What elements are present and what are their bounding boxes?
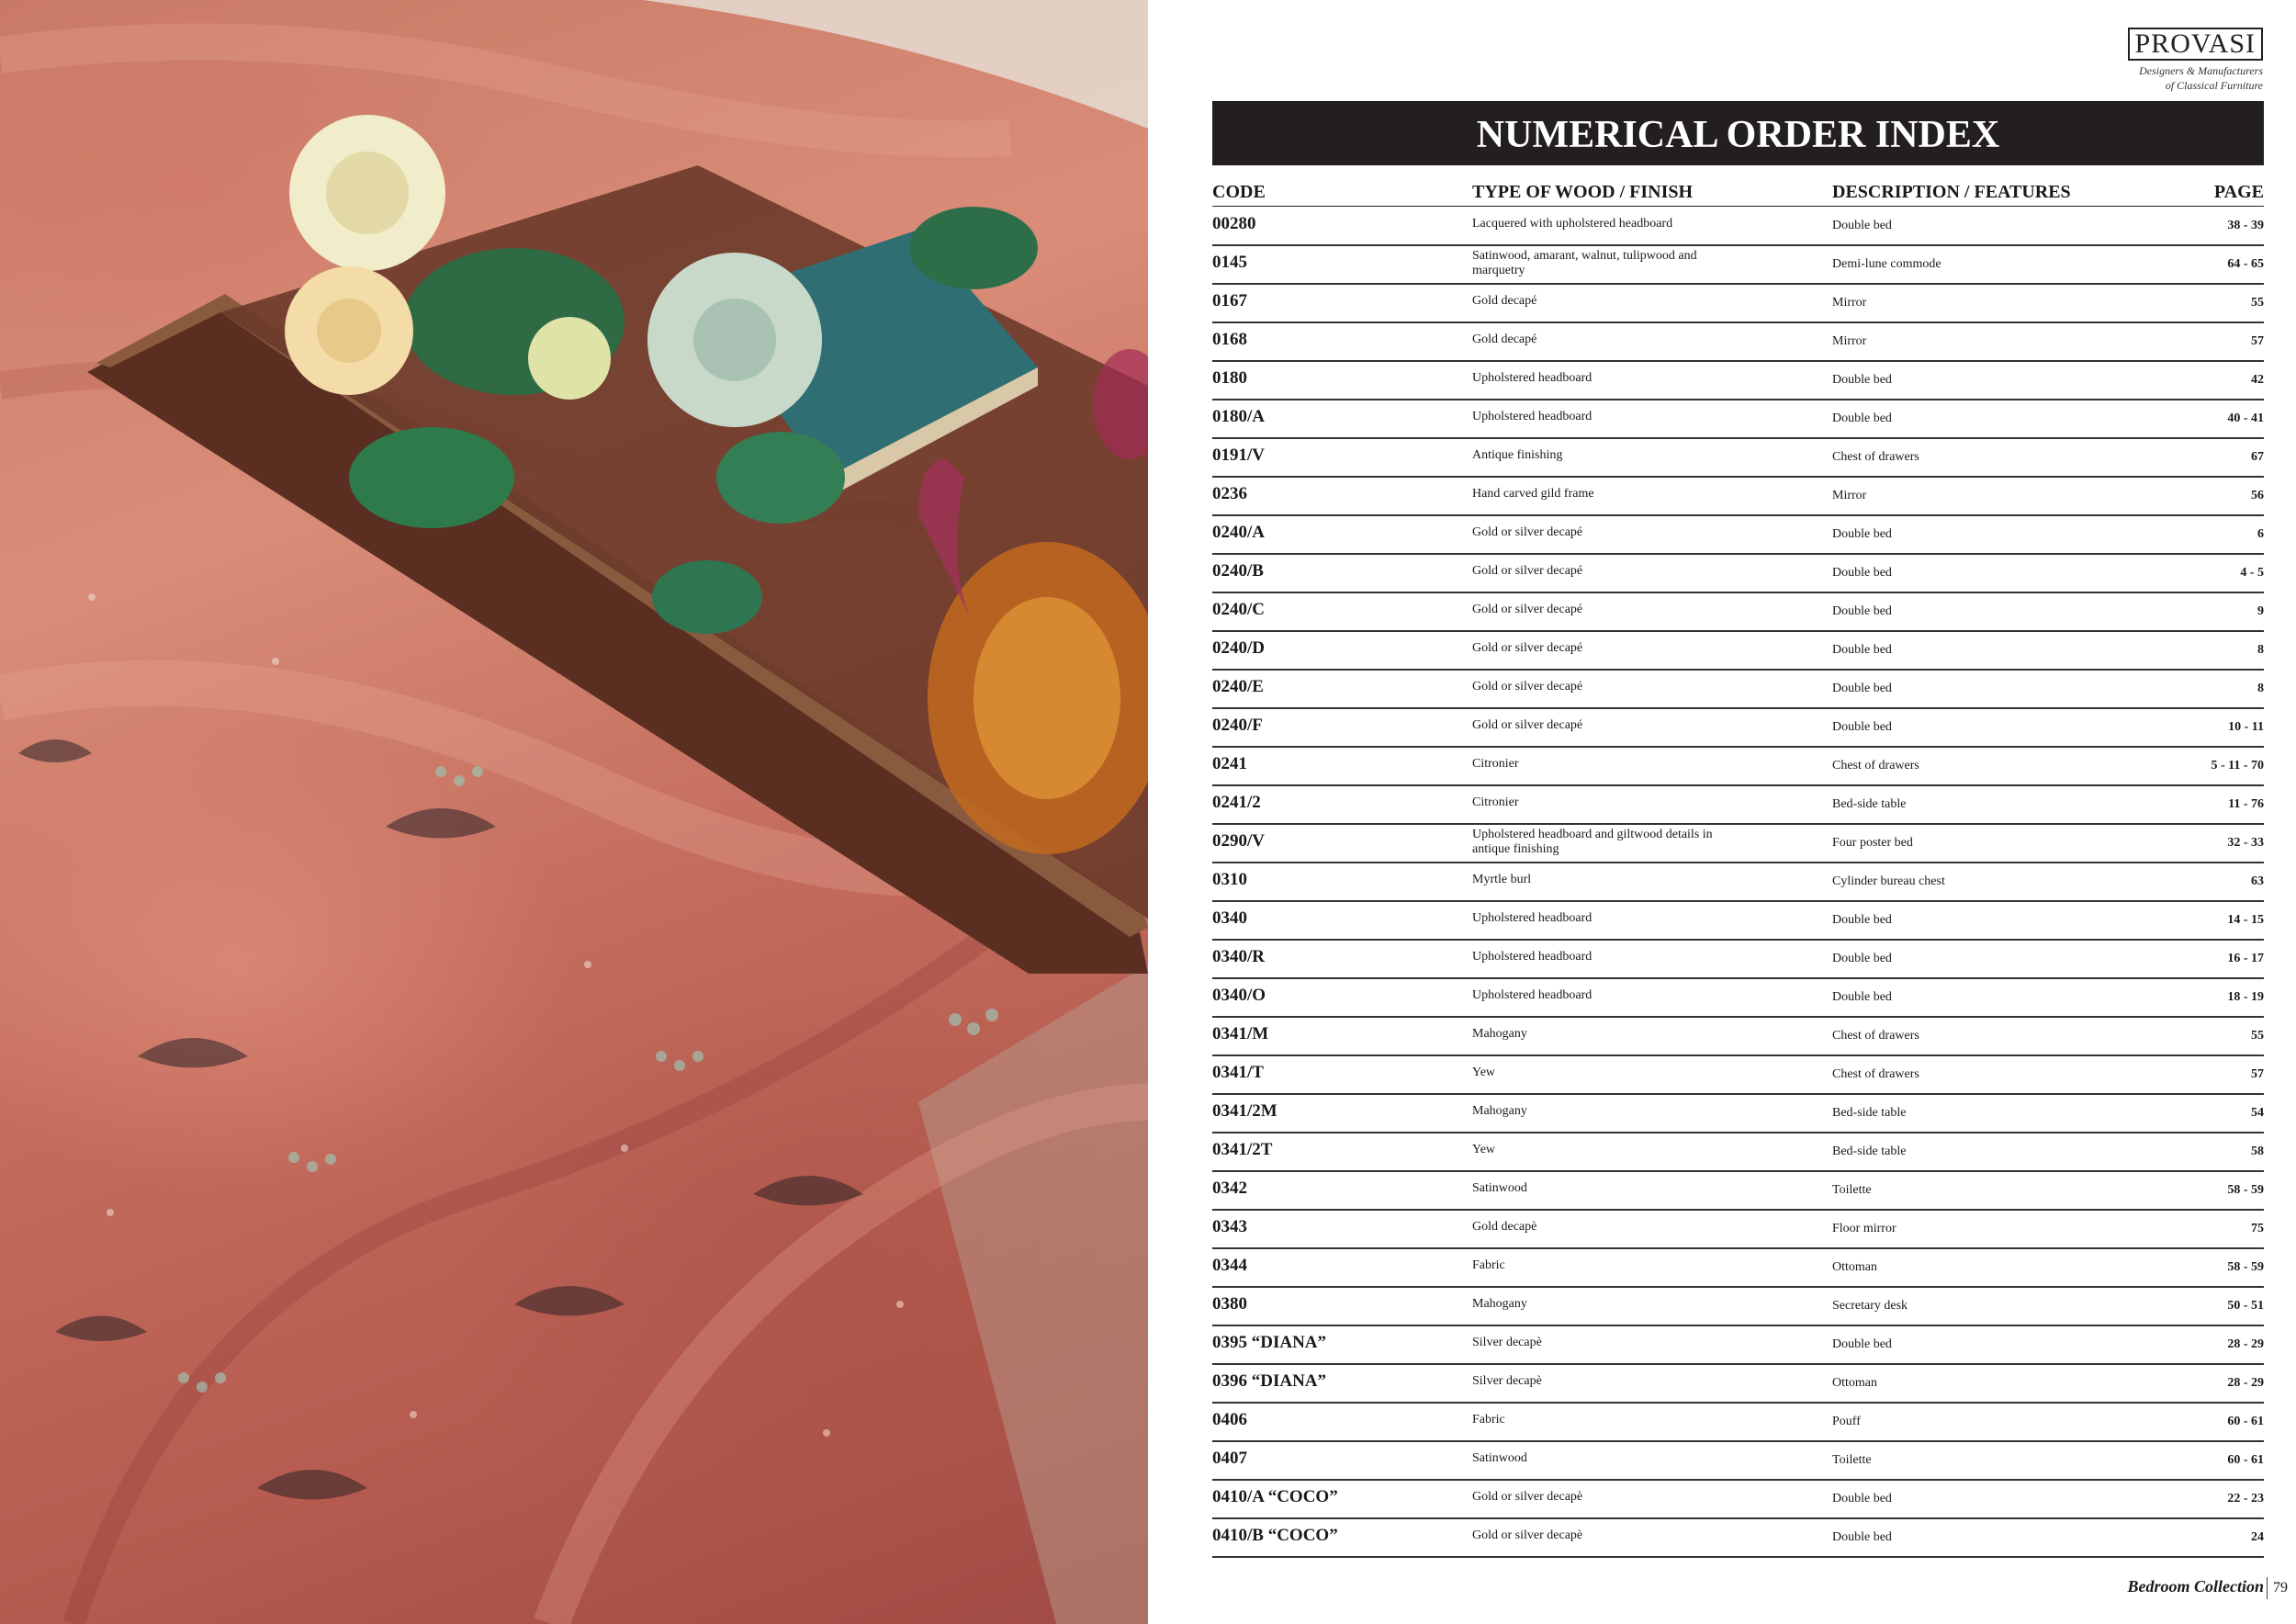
- table-row: [1212, 1404, 2264, 1442]
- item-description: Mirror: [1832, 296, 1867, 310]
- item-code: 0340: [1212, 908, 1247, 928]
- item-code: 0240/C: [1212, 600, 1265, 619]
- wood-finish: Lacquered with upholstered headboard: [1472, 217, 1673, 231]
- table-row: [1212, 1211, 2264, 1249]
- page-title: NUMERICAL ORDER INDEX: [1212, 101, 2264, 165]
- wood-finish: Antique finishing: [1472, 448, 1563, 462]
- item-code: 0167: [1212, 291, 1247, 310]
- page-reference: 22 - 23: [2227, 1492, 2264, 1506]
- page-reference: 56: [2251, 489, 2264, 502]
- page-reference: 6: [2257, 527, 2264, 541]
- page-reference: 54: [2251, 1106, 2264, 1120]
- table-row: [1212, 208, 2264, 246]
- wood-finish: Gold or silver decapé: [1472, 718, 1583, 732]
- wood-finish: Upholstered headboard: [1472, 410, 1593, 423]
- wood-finish: Satinwood, amarant, walnut, tulipwood and marquetry: [1472, 249, 1697, 277]
- wood-finish: Gold or silver decapé: [1472, 525, 1583, 539]
- item-code: 0145: [1212, 253, 1247, 272]
- page-reference: 8: [2257, 643, 2264, 657]
- table-row: [1212, 323, 2264, 362]
- item-code: 0407: [1212, 1449, 1247, 1468]
- wood-finish: Gold or silver decapé: [1472, 564, 1583, 578]
- page-reference: 16 - 17: [2227, 952, 2264, 965]
- wood-finish: Yew: [1472, 1066, 1496, 1079]
- wood-finish: Hand carved gild frame: [1472, 487, 1594, 501]
- item-code: 0191/V: [1212, 445, 1265, 465]
- table-row: [1212, 1326, 2264, 1365]
- table-row: [1212, 709, 2264, 748]
- page-reference: 67: [2251, 450, 2264, 464]
- wood-finish: Gold or silver decapè: [1472, 1490, 1583, 1504]
- item-description: Chest of drawers: [1832, 1029, 1919, 1043]
- page-number: 79: [2267, 1577, 2288, 1599]
- page-reference: 42: [2251, 373, 2264, 387]
- logo-tagline-2: of Classical Furniture: [2165, 79, 2263, 92]
- item-code: 0341/2T: [1212, 1140, 1273, 1159]
- table-row: [1212, 671, 2264, 709]
- index-table: [1212, 208, 2264, 1558]
- wood-finish: Mahogany: [1472, 1104, 1527, 1118]
- item-description: Ottoman: [1832, 1260, 1877, 1274]
- wood-finish: Yew: [1472, 1143, 1496, 1156]
- table-row: [1212, 593, 2264, 632]
- page-reference: 9: [2257, 604, 2264, 618]
- item-code: 00280: [1212, 214, 1256, 233]
- page-reference: 58: [2251, 1145, 2264, 1158]
- logo-tagline-1: Designers & Manufacturers: [2139, 64, 2263, 77]
- header-page: PAGE: [2213, 182, 2264, 202]
- page-reference: 57: [2251, 1067, 2264, 1081]
- wood-finish: Upholstered headboard: [1472, 911, 1593, 925]
- wood-finish: Gold or silver decapè: [1472, 1528, 1583, 1542]
- wood-finish: Silver decapè: [1472, 1336, 1542, 1349]
- item-description: Four poster bed: [1832, 836, 1913, 850]
- item-code: 0240/D: [1212, 638, 1265, 658]
- provasi-logo: [2112, 28, 2263, 93]
- item-description: Toilette: [1832, 1183, 1872, 1197]
- item-description: Pouff: [1832, 1415, 1861, 1428]
- item-description: Chest of drawers: [1832, 450, 1919, 464]
- wood-finish: Citronier: [1472, 795, 1519, 809]
- page-reference: 55: [2251, 296, 2264, 310]
- wood-finish: Upholstered headboard: [1472, 988, 1593, 1002]
- wood-finish: Mahogany: [1472, 1027, 1527, 1041]
- table-row: [1212, 748, 2264, 786]
- item-code: 0410/B “COCO”: [1212, 1526, 1338, 1545]
- table-row: [1212, 1133, 2264, 1172]
- table-row: [1212, 1288, 2264, 1326]
- table-row: [1212, 632, 2264, 671]
- table-row: [1212, 1481, 2264, 1519]
- item-code: 0236: [1212, 484, 1247, 503]
- item-description: Double bed: [1832, 527, 1892, 541]
- table-row: [1212, 786, 2264, 825]
- item-code: 0343: [1212, 1217, 1247, 1236]
- item-code: 0290/V: [1212, 831, 1265, 851]
- item-code: 0241: [1212, 754, 1247, 773]
- page-reference: 75: [2251, 1222, 2264, 1235]
- item-code: 0168: [1212, 330, 1247, 349]
- page-reference: 18 - 19: [2227, 990, 2264, 1004]
- item-code: 0380: [1212, 1294, 1247, 1314]
- item-description: Mirror: [1832, 334, 1867, 348]
- item-code: 0340/R: [1212, 947, 1265, 966]
- item-description: Double bed: [1832, 913, 1892, 927]
- page-reference: 58 - 59: [2227, 1183, 2264, 1197]
- wood-finish: Fabric: [1472, 1258, 1505, 1272]
- table-row: [1212, 1519, 2264, 1558]
- header-wood: TYPE OF WOOD / FINISH: [1472, 182, 1694, 202]
- wood-finish: Gold or silver decapé: [1472, 603, 1583, 616]
- item-description: Double bed: [1832, 682, 1892, 695]
- item-description: Double bed: [1832, 373, 1892, 387]
- wood-finish: Gold decapè: [1472, 1220, 1537, 1234]
- table-row: [1212, 555, 2264, 593]
- item-description: Double bed: [1832, 604, 1892, 618]
- item-code: 0240/E: [1212, 677, 1264, 696]
- item-code: 0341/2M: [1212, 1101, 1277, 1121]
- table-row: [1212, 439, 2264, 478]
- item-description: Double bed: [1832, 990, 1892, 1004]
- wood-finish: Gold or silver decapé: [1472, 680, 1583, 694]
- page-reference: 10 - 11: [2228, 720, 2264, 734]
- table-row: [1212, 825, 2264, 863]
- item-description: Double bed: [1832, 643, 1892, 657]
- table-row: [1212, 941, 2264, 979]
- table-row: [1212, 516, 2264, 555]
- table-row: [1212, 400, 2264, 439]
- item-description: Double bed: [1832, 720, 1892, 734]
- item-description: Toilette: [1832, 1453, 1872, 1467]
- wood-finish: Satinwood: [1472, 1451, 1527, 1465]
- table-row: [1212, 362, 2264, 400]
- table-row: [1212, 979, 2264, 1018]
- item-code: 0180: [1212, 368, 1247, 388]
- item-description: Secretary desk: [1832, 1299, 1908, 1313]
- page-reference: 24: [2251, 1530, 2264, 1544]
- collection-name: Bedroom Collection: [2127, 1577, 2264, 1596]
- item-code: 0396 “DIANA”: [1212, 1371, 1327, 1391]
- page-reference: 58 - 59: [2227, 1260, 2264, 1274]
- page-reference: 14 - 15: [2227, 913, 2264, 927]
- item-description: Bed-side table: [1832, 1145, 1907, 1158]
- header-code: CODE: [1212, 182, 1266, 202]
- page-reference: 50 - 51: [2227, 1299, 2264, 1313]
- item-description: Chest of drawers: [1832, 759, 1919, 773]
- page-reference: 60 - 61: [2227, 1453, 2264, 1467]
- page-reference: 28 - 29: [2227, 1376, 2264, 1390]
- item-code: 0410/A “COCO”: [1212, 1487, 1338, 1506]
- page-reference: 38 - 39: [2227, 219, 2264, 232]
- table-row: [1212, 1249, 2264, 1288]
- item-code: 0241/2: [1212, 793, 1261, 812]
- table-row: [1212, 478, 2264, 516]
- item-description: Double bed: [1832, 1337, 1892, 1351]
- item-code: 0342: [1212, 1179, 1247, 1198]
- wood-finish: Gold or silver decapé: [1472, 641, 1583, 655]
- item-description: Double bed: [1832, 219, 1892, 232]
- page-reference: 4 - 5: [2240, 566, 2264, 580]
- item-code: 0340/O: [1212, 986, 1266, 1005]
- page-reference: 40 - 41: [2227, 412, 2264, 425]
- wood-finish: Upholstered headboard and giltwood details in antique finishing: [1472, 828, 1713, 856]
- item-code: 0406: [1212, 1410, 1247, 1429]
- table-row: [1212, 1018, 2264, 1056]
- wood-finish: Upholstered headboard: [1472, 371, 1593, 385]
- item-description: Bed-side table: [1832, 797, 1907, 811]
- wood-finish: Satinwood: [1472, 1181, 1527, 1195]
- table-row: [1212, 902, 2264, 941]
- item-code: 0180/A: [1212, 407, 1265, 426]
- page-reference: 60 - 61: [2227, 1415, 2264, 1428]
- wood-finish: Silver decapè: [1472, 1374, 1542, 1388]
- page-reference: 8: [2257, 682, 2264, 695]
- table-row: [1212, 1442, 2264, 1481]
- item-code: 0240/A: [1212, 523, 1265, 542]
- item-code: 0395 “DIANA”: [1212, 1333, 1327, 1352]
- logo-wordmark: PROVASI: [2128, 28, 2264, 61]
- item-description: Double bed: [1832, 952, 1892, 965]
- item-code: 0310: [1212, 870, 1247, 889]
- page-reference: 64 - 65: [2227, 257, 2264, 271]
- wood-finish: Gold decapé: [1472, 294, 1537, 308]
- item-description: Double bed: [1832, 1530, 1892, 1544]
- table-row: [1212, 1056, 2264, 1095]
- item-code: 0240/B: [1212, 561, 1264, 581]
- page-reference: 28 - 29: [2227, 1337, 2264, 1351]
- item-code: 0344: [1212, 1256, 1247, 1275]
- page-reference: 5 - 11 - 70: [2211, 759, 2264, 773]
- item-description: Bed-side table: [1832, 1106, 1907, 1120]
- item-description: Ottoman: [1832, 1376, 1877, 1390]
- table-row: [1212, 1172, 2264, 1211]
- wood-finish: Citronier: [1472, 757, 1519, 771]
- wood-finish: Fabric: [1472, 1413, 1505, 1427]
- header-description: DESCRIPTION / FEATURES: [1832, 182, 2071, 202]
- table-header: [1212, 180, 2264, 207]
- table-row: [1212, 246, 2264, 285]
- page-reference: 32 - 33: [2227, 836, 2264, 850]
- item-description: Chest of drawers: [1832, 1067, 1919, 1081]
- item-code: 0240/F: [1212, 716, 1263, 735]
- item-code: 0341/M: [1212, 1024, 1269, 1043]
- table-row: [1212, 863, 2264, 902]
- page-reference: 63: [2251, 874, 2264, 888]
- item-description: Mirror: [1832, 489, 1867, 502]
- wood-finish: Mahogany: [1472, 1297, 1527, 1311]
- page-reference: 55: [2251, 1029, 2264, 1043]
- item-description: Cylinder bureau chest: [1832, 874, 1945, 888]
- item-code: 0341/T: [1212, 1063, 1264, 1082]
- item-description: Double bed: [1832, 566, 1892, 580]
- wood-finish: Upholstered headboard: [1472, 950, 1593, 964]
- table-row: [1212, 1095, 2264, 1133]
- table-row: [1212, 1365, 2264, 1404]
- wood-finish: Myrtle burl: [1472, 873, 1532, 886]
- page-reference: 11 - 76: [2228, 797, 2264, 811]
- item-description: Double bed: [1832, 412, 1892, 425]
- page-reference: 57: [2251, 334, 2264, 348]
- item-description: Double bed: [1832, 1492, 1892, 1506]
- item-description: Demi-lune commode: [1832, 257, 1941, 271]
- item-description: Floor mirror: [1832, 1222, 1896, 1235]
- wood-finish: Gold decapé: [1472, 333, 1537, 346]
- table-row: [1212, 285, 2264, 323]
